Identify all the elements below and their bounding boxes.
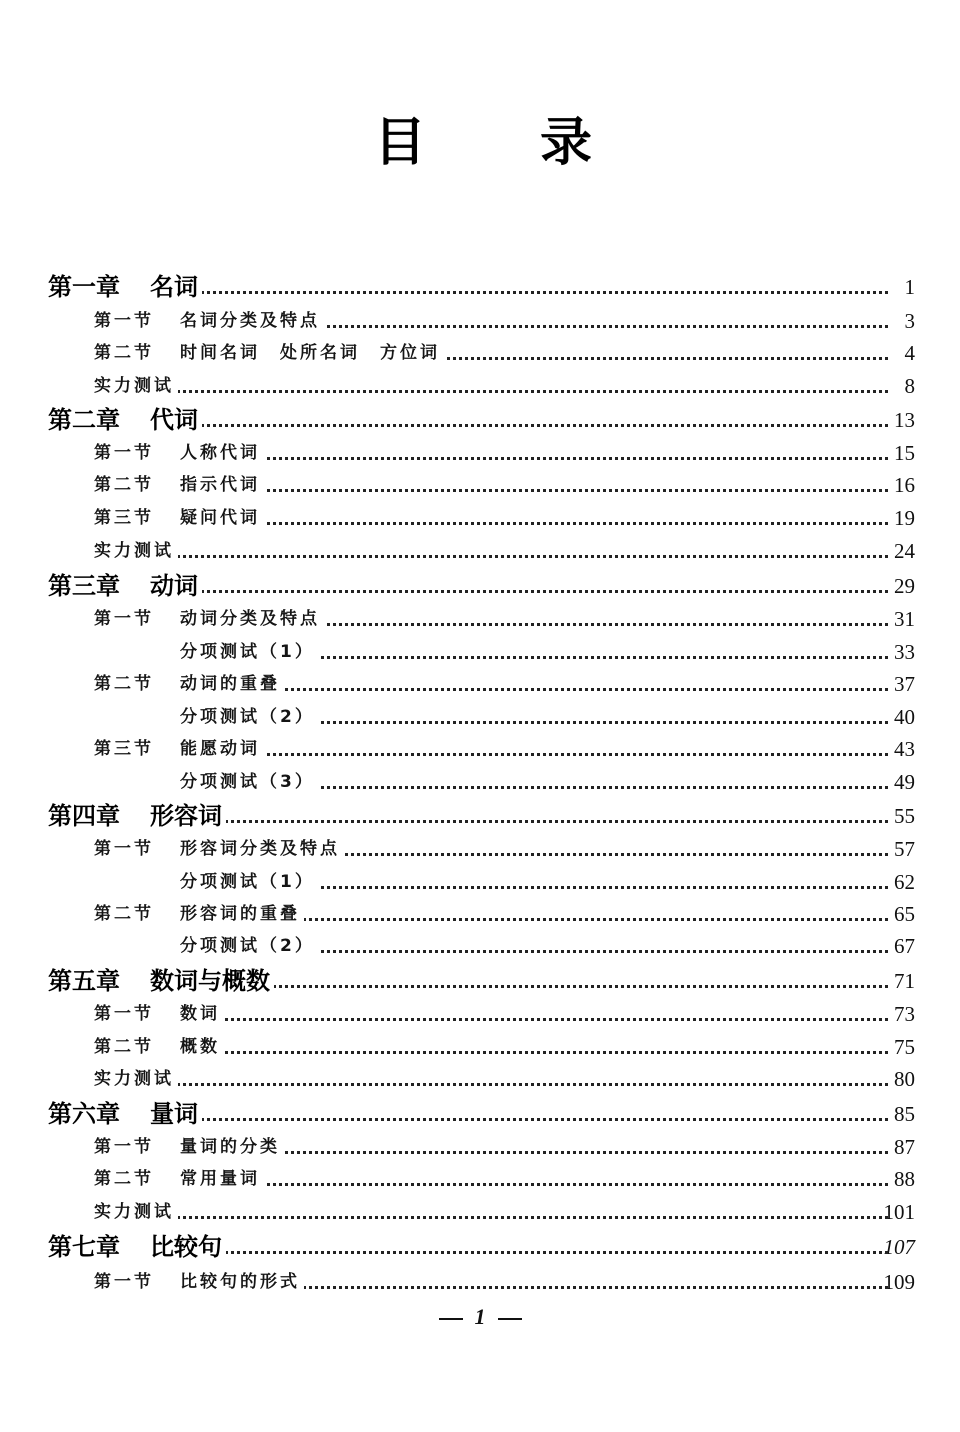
toc-entry-chapter[interactable] xyxy=(0,571,960,601)
chapter-title: 形容词 xyxy=(150,801,222,830)
toc-entry-section[interactable] xyxy=(0,536,960,566)
page-footer xyxy=(0,1302,960,1332)
section-title: 分项测试（2） xyxy=(180,936,315,956)
toc-entry-label xyxy=(94,503,264,533)
page-number: 29 xyxy=(894,574,915,598)
section-title: 能愿动词 xyxy=(180,739,260,759)
chapter-number: 第七章 xyxy=(48,1232,120,1261)
toc-entry-label xyxy=(94,1197,178,1227)
toc-entry-chapter[interactable] xyxy=(0,966,960,996)
page-number: 33 xyxy=(894,640,915,664)
page-number: 3 xyxy=(904,309,915,333)
footer-page-number: 1 xyxy=(474,1304,486,1329)
section-title: 实力测试 xyxy=(94,376,174,396)
toc-entry-label xyxy=(48,966,274,996)
section-number: 第一节 xyxy=(94,311,154,331)
toc-entry-section[interactable] xyxy=(0,438,960,468)
toc-entry-label xyxy=(94,899,304,929)
toc-entry-section[interactable] xyxy=(0,1197,960,1227)
toc-entry-chapter[interactable] xyxy=(0,405,960,435)
page-number: 24 xyxy=(894,539,915,563)
page-number: 1 xyxy=(904,275,915,299)
toc-entry-section[interactable] xyxy=(0,604,960,634)
section-title: 形容词的重叠 xyxy=(180,904,300,924)
toc-entry-section[interactable] xyxy=(0,1164,960,1194)
dot-leader xyxy=(260,637,888,667)
toc-entry-section[interactable] xyxy=(0,338,960,368)
dot-leader xyxy=(190,272,888,302)
section-number: 第一节 xyxy=(94,1137,154,1157)
dot-leader xyxy=(170,470,888,500)
section-number: 第二节 xyxy=(94,343,154,363)
toc-entry-label xyxy=(94,371,178,401)
toc-entry-section[interactable] xyxy=(0,999,960,1029)
section-number: 第一节 xyxy=(94,1272,154,1292)
toc-entry-label xyxy=(94,438,264,468)
toc-entry-sub[interactable] xyxy=(0,702,960,732)
chapter-number: 第五章 xyxy=(48,966,120,995)
dot-leader xyxy=(170,734,888,764)
toc-entry-section[interactable] xyxy=(0,470,960,500)
chapter-number: 第二章 xyxy=(48,405,120,434)
chapter-number: 第一章 xyxy=(48,272,120,301)
toc-entry-label xyxy=(48,1099,202,1129)
dot-leader xyxy=(170,1032,888,1062)
section-title: 形容词分类及特点 xyxy=(180,839,340,859)
dot-leader xyxy=(190,1232,888,1262)
section-number: 第二节 xyxy=(94,674,154,694)
dot-leader xyxy=(170,438,888,468)
toc-entry-section[interactable] xyxy=(0,834,960,864)
section-title: 指示代词 xyxy=(180,475,260,495)
page-number: 107 xyxy=(883,1235,915,1259)
dot-leader xyxy=(260,867,888,897)
toc-entry-section[interactable] xyxy=(0,371,960,401)
page-title xyxy=(0,108,960,178)
section-title: 常用量词 xyxy=(180,1169,260,1189)
toc-entry-label xyxy=(94,1032,224,1062)
footer-dash-right xyxy=(498,1318,522,1320)
toc-entry-label xyxy=(94,1132,284,1162)
chapter-title: 代词 xyxy=(150,405,198,434)
dot-leader xyxy=(190,966,888,996)
section-number: 第二节 xyxy=(94,904,154,924)
toc-entry-section[interactable] xyxy=(0,899,960,929)
page-number: 37 xyxy=(894,672,915,696)
section-title: 名词分类及特点 xyxy=(180,311,320,331)
toc-entry-label xyxy=(94,669,284,699)
section-title: 人称代词 xyxy=(180,443,260,463)
toc-entry-label xyxy=(180,767,319,797)
page-number: 109 xyxy=(883,1270,915,1294)
toc-entry-label xyxy=(94,338,444,368)
toc-entry-section[interactable] xyxy=(0,306,960,336)
footer-dash-left xyxy=(439,1318,463,1320)
page-number: 16 xyxy=(894,473,915,497)
section-title: 疑问代词 xyxy=(180,508,260,528)
toc-entry-label xyxy=(180,637,319,667)
section-title: 动词分类及特点 xyxy=(180,609,320,629)
toc-entry-chapter[interactable] xyxy=(0,1099,960,1129)
section-number: 第二节 xyxy=(94,1169,154,1189)
page-number: 71 xyxy=(894,969,915,993)
page-number: 85 xyxy=(894,1102,915,1126)
section-title: 数词 xyxy=(180,1004,220,1024)
page-number: 13 xyxy=(894,408,915,432)
page-number: 15 xyxy=(894,441,915,465)
section-number: 第三节 xyxy=(94,508,154,528)
toc-entry-chapter[interactable] xyxy=(0,272,960,302)
page-number: 73 xyxy=(894,1002,915,1026)
section-number: 第三节 xyxy=(94,739,154,759)
toc-entry-sub[interactable] xyxy=(0,637,960,667)
toc-entry-label xyxy=(48,571,202,601)
toc-entry-section[interactable] xyxy=(0,1032,960,1062)
title-char-2: 录 xyxy=(540,113,593,173)
toc-entry-label xyxy=(48,405,202,435)
section-title: 分项测试（2） xyxy=(180,707,315,727)
toc-entry-section[interactable] xyxy=(0,1064,960,1094)
toc-entry-label xyxy=(94,470,264,500)
section-title: 分项测试（1） xyxy=(180,642,315,662)
section-number: 第二节 xyxy=(94,475,154,495)
page-number: 49 xyxy=(894,770,915,794)
page-number: 8 xyxy=(904,374,915,398)
section-number: 第一节 xyxy=(94,443,154,463)
section-title: 动词的重叠 xyxy=(180,674,280,694)
chapter-title: 名词 xyxy=(150,272,198,301)
dot-leader xyxy=(170,1164,888,1194)
section-title: 分项测试（1） xyxy=(180,872,315,892)
toc-entry-label xyxy=(94,999,224,1029)
toc-entry-chapter[interactable] xyxy=(0,1232,960,1262)
toc-entry-section[interactable] xyxy=(0,1267,960,1297)
page-number: 31 xyxy=(894,607,915,631)
toc-entry-label xyxy=(180,702,319,732)
page-number: 80 xyxy=(894,1067,915,1091)
section-number: 第一节 xyxy=(94,839,154,859)
toc-entry-label xyxy=(180,931,319,961)
section-number: 第一节 xyxy=(94,609,154,629)
toc-entry-label xyxy=(94,1064,178,1094)
section-number: 第一节 xyxy=(94,1004,154,1024)
toc-entry-label xyxy=(48,1232,226,1262)
toc-entry-sub[interactable] xyxy=(0,931,960,961)
page-number: 101 xyxy=(883,1200,915,1224)
dot-leader xyxy=(260,702,888,732)
chapter-number: 第四章 xyxy=(48,801,120,830)
dot-leader xyxy=(190,571,888,601)
page-number: 67 xyxy=(894,934,915,958)
dot-leader xyxy=(170,503,888,533)
toc-entry-label xyxy=(94,734,264,764)
chapter-title: 数词与概数 xyxy=(150,966,270,995)
page-number: 57 xyxy=(894,837,915,861)
section-title: 分项测试（3） xyxy=(180,772,315,792)
page-number: 62 xyxy=(894,870,915,894)
toc-entry-sub[interactable] xyxy=(0,767,960,797)
toc-entry-label xyxy=(48,801,226,831)
dot-leader xyxy=(260,931,888,961)
toc-entry-sub[interactable] xyxy=(0,867,960,897)
page-number: 88 xyxy=(894,1167,915,1191)
page-number: 65 xyxy=(894,902,915,926)
toc-entry-label xyxy=(94,306,324,336)
dot-leader xyxy=(190,405,888,435)
title-char-1: 目 xyxy=(374,113,427,173)
toc-entry-label xyxy=(94,536,178,566)
section-title: 实力测试 xyxy=(94,1069,174,1089)
dot-leader xyxy=(170,371,888,401)
section-title: 时间名词 处所名词 方位词 xyxy=(180,343,440,363)
toc-entry-label xyxy=(94,1267,304,1297)
dot-leader xyxy=(170,999,888,1029)
page-number: 4 xyxy=(904,341,915,365)
dot-leader xyxy=(170,1064,888,1094)
toc-entry-label xyxy=(94,1164,264,1194)
chapter-number: 第六章 xyxy=(48,1099,120,1128)
toc-entry-section[interactable] xyxy=(0,503,960,533)
page-number: 40 xyxy=(894,705,915,729)
toc-entry-label xyxy=(48,272,202,302)
page-number: 87 xyxy=(894,1135,915,1159)
section-title: 概数 xyxy=(180,1037,220,1057)
toc-entry-label xyxy=(94,834,344,864)
toc-entry-section[interactable] xyxy=(0,669,960,699)
page-number: 55 xyxy=(894,804,915,828)
chapter-title: 比较句 xyxy=(150,1232,222,1261)
toc-entry-section[interactable] xyxy=(0,1132,960,1162)
chapter-number: 第三章 xyxy=(48,571,120,600)
toc-entry-label xyxy=(94,604,324,634)
dot-leader xyxy=(190,801,888,831)
dot-leader xyxy=(170,536,888,566)
section-title: 比较句的形式 xyxy=(180,1272,300,1292)
page-number: 19 xyxy=(894,506,915,530)
page-number: 43 xyxy=(894,737,915,761)
section-title: 实力测试 xyxy=(94,541,174,561)
section-title: 实力测试 xyxy=(94,1202,174,1222)
dot-leader xyxy=(170,1197,888,1227)
toc-entry-label xyxy=(180,867,319,897)
section-number: 第二节 xyxy=(94,1037,154,1057)
chapter-title: 量词 xyxy=(150,1099,198,1128)
toc-entry-section[interactable] xyxy=(0,734,960,764)
dot-leader xyxy=(190,1099,888,1129)
toc-entry-chapter[interactable] xyxy=(0,801,960,831)
page-number: 75 xyxy=(894,1035,915,1059)
dot-leader xyxy=(260,767,888,797)
section-title: 量词的分类 xyxy=(180,1137,280,1157)
chapter-title: 动词 xyxy=(150,571,198,600)
